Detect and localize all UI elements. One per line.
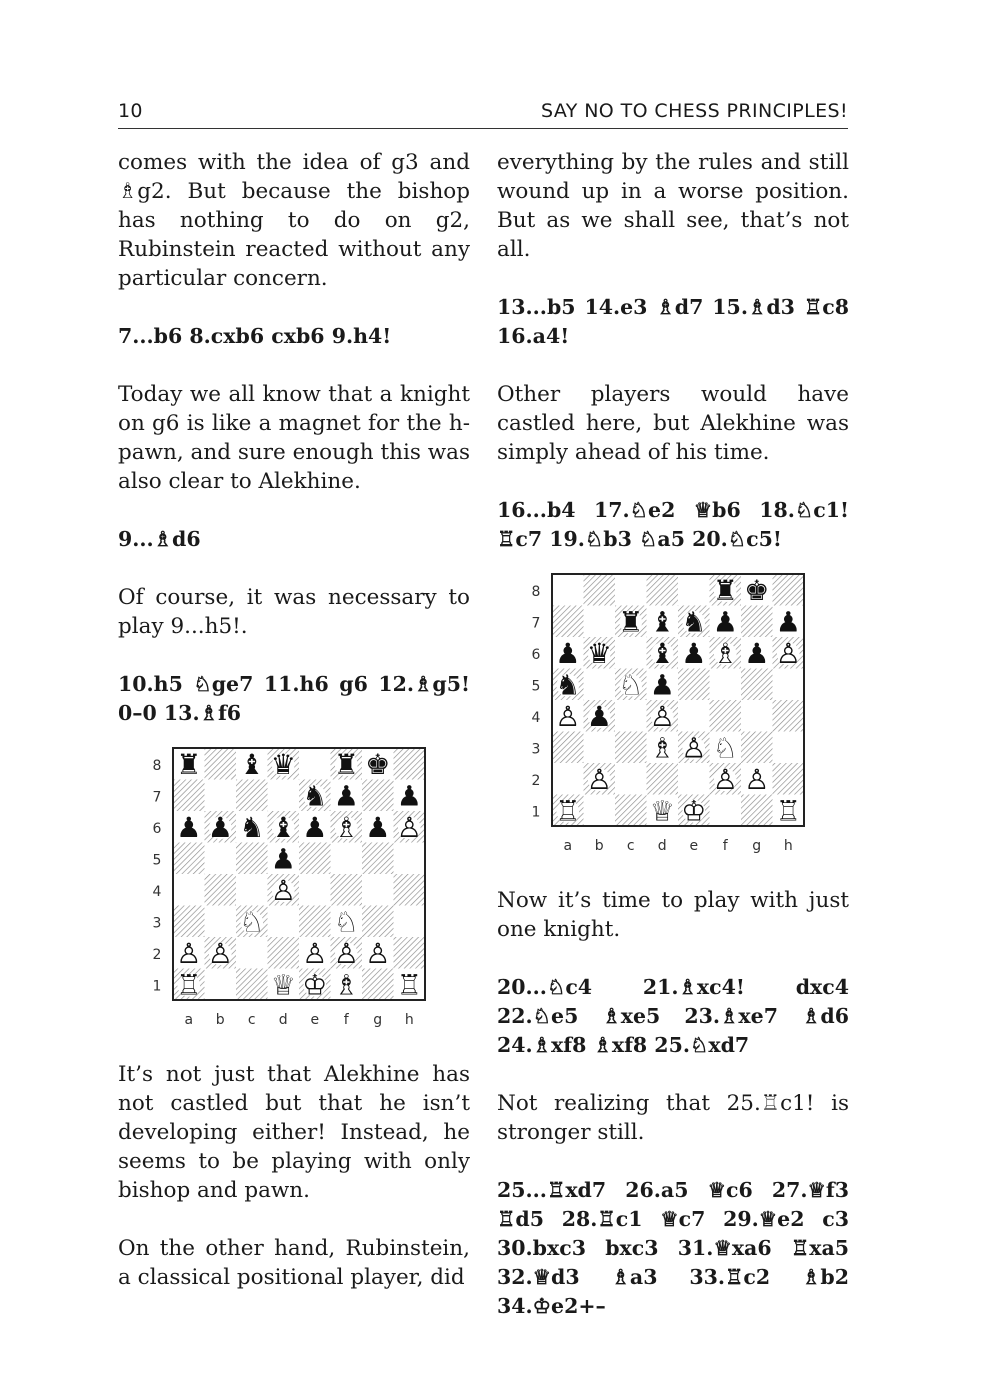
board-square <box>236 843 268 875</box>
chess-piece: ♟ <box>649 668 675 702</box>
board-square <box>205 874 237 906</box>
rank-label: 3 <box>531 741 541 758</box>
chess-piece: ♙ <box>775 636 801 670</box>
chess-piece: ♗ <box>333 968 359 1002</box>
board-square <box>647 574 679 606</box>
rank-label: 7 <box>531 615 541 632</box>
board-square <box>331 874 363 906</box>
board-square <box>205 748 237 780</box>
board-square <box>173 906 205 938</box>
chess-piece: ♟ <box>555 636 581 670</box>
chess-piece: ♟ <box>396 779 422 813</box>
chess-piece: ♙ <box>586 762 612 796</box>
chess-piece: ♙ <box>333 936 359 970</box>
board-square <box>773 574 805 606</box>
chess-piece: ♟ <box>270 842 296 876</box>
chess-diagram-1 <box>134 746 486 1044</box>
chess-piece: ♝ <box>649 605 675 639</box>
chess-piece: ♟ <box>333 779 359 813</box>
board-square <box>268 906 300 938</box>
board-square <box>173 780 205 812</box>
chess-piece: ♔ <box>681 794 707 828</box>
board-square <box>236 937 268 969</box>
move-sequence: 9...♗d6 <box>118 527 201 551</box>
chess-piece: ♙ <box>176 936 202 970</box>
file-label: c <box>247 1012 256 1028</box>
chess-piece: ♛ <box>270 747 296 781</box>
move-sequence: 13...b5 14.e3 ♗d7 15.♗d3 ♖c8 16.a4! <box>497 295 849 348</box>
board-square <box>741 700 773 732</box>
board-square <box>584 732 616 764</box>
rank-label: 2 <box>152 946 162 963</box>
chess-piece: ♘ <box>618 668 644 702</box>
header-rule <box>118 128 848 129</box>
board-square <box>584 574 616 606</box>
chess-piece: ♘ <box>239 905 265 939</box>
board-square <box>678 763 710 795</box>
file-label: g <box>373 1012 383 1028</box>
rank-label: 5 <box>152 852 162 869</box>
file-label: f <box>343 1012 349 1028</box>
board-square <box>394 748 426 780</box>
chess-piece: ♙ <box>649 699 675 733</box>
chess-piece: ♙ <box>396 810 422 844</box>
file-label: e <box>689 838 699 854</box>
chess-piece: ♙ <box>302 936 328 970</box>
chess-piece: ♖ <box>396 968 422 1002</box>
chess-piece: ♛ <box>586 636 612 670</box>
right-column <box>497 148 849 1321</box>
board-square <box>299 748 331 780</box>
board-square <box>362 843 394 875</box>
rank-label: 4 <box>531 709 541 726</box>
board-square <box>173 874 205 906</box>
board-square <box>236 874 268 906</box>
file-label: c <box>626 838 635 854</box>
board-square <box>394 843 426 875</box>
board-square <box>710 700 742 732</box>
chess-piece: ♕ <box>649 794 675 828</box>
chess-piece: ♟ <box>365 810 391 844</box>
paragraph: Not realizing that 25.♖c1! is stronger still. <box>497 1091 849 1145</box>
rank-label: 4 <box>152 883 162 900</box>
chess-piece: ♟ <box>176 810 202 844</box>
board-square <box>394 906 426 938</box>
chess-piece: ♟ <box>302 810 328 844</box>
board-square <box>173 843 205 875</box>
file-label: e <box>310 1012 320 1028</box>
paragraph: Now it’s time to play with just one knight. <box>497 888 849 942</box>
chess-piece: ♞ <box>302 779 328 813</box>
chess-piece: ♙ <box>555 699 581 733</box>
page-number: 10 <box>118 100 143 122</box>
chess-piece: ♜ <box>176 747 202 781</box>
board-square <box>394 874 426 906</box>
rank-label: 2 <box>531 772 541 789</box>
board-square <box>299 843 331 875</box>
board-square <box>299 906 331 938</box>
board-square <box>615 795 647 827</box>
file-label: h <box>783 838 793 854</box>
board-square <box>394 937 426 969</box>
chess-piece: ♙ <box>365 936 391 970</box>
board-square <box>615 637 647 669</box>
board-square <box>584 795 616 827</box>
board-square <box>362 874 394 906</box>
chess-piece: ♚ <box>365 747 391 781</box>
chess-piece: ♞ <box>239 810 265 844</box>
board-square <box>678 669 710 701</box>
file-label: a <box>184 1012 194 1028</box>
board-square <box>205 969 237 1001</box>
board-square <box>741 795 773 827</box>
rank-label: 3 <box>152 915 162 932</box>
board-square <box>331 843 363 875</box>
chess-piece: ♟ <box>712 605 738 639</box>
chess-piece: ♗ <box>712 636 738 670</box>
file-label: d <box>657 838 667 854</box>
board-square <box>205 780 237 812</box>
move-sequence: 10.h5 ♘ge7 11.h6 g6 12.♗g5! 0–0 13.♗f6 <box>118 672 470 725</box>
rank-label: 8 <box>152 757 162 774</box>
move-sequence: 20...♘c4 21.♗xc4! dxc4 22.♘e5 ♗xe5 23.♗xe7 ♗d6 24.♗xf8 ♗xf8 25.♘xd7 <box>497 975 849 1057</box>
chess-piece: ♙ <box>744 762 770 796</box>
chess-piece: ♚ <box>744 573 770 607</box>
board-square <box>741 732 773 764</box>
board-square <box>741 669 773 701</box>
file-label: g <box>752 838 762 854</box>
board-square <box>615 700 647 732</box>
board-square <box>678 700 710 732</box>
chess-piece: ♝ <box>649 636 675 670</box>
file-label: b <box>594 838 604 854</box>
file-label: a <box>563 838 573 854</box>
move-sequence: 25...♖xd7 26.a5 ♕c6 27.♕f3 ♖d5 28.♖c1 ♕c7 29.♕e2 c3 30.bxc3 bxc3 31.♕xa6 ♖xa5 32.♕d3 ♗a3 33.♖c2 ♗b2 34.♔e2+– <box>497 1178 849 1318</box>
left-column <box>118 148 470 1292</box>
chess-piece: ♜ <box>712 573 738 607</box>
chess-piece: ♙ <box>681 731 707 765</box>
board-square <box>773 732 805 764</box>
board-square <box>205 906 237 938</box>
chess-piece: ♟ <box>775 605 801 639</box>
chess-piece: ♘ <box>333 905 359 939</box>
chess-piece: ♟ <box>207 810 233 844</box>
rank-label: 1 <box>531 804 541 821</box>
rank-label: 8 <box>531 583 541 600</box>
chess-diagram-2 <box>513 572 865 870</box>
file-label: b <box>215 1012 225 1028</box>
chess-piece: ♝ <box>239 747 265 781</box>
paragraph: comes with the idea of g3 and ♗g2. But because the bishop has nothing to do on g2, Rubinstein reacted without any particular concern. <box>118 150 470 291</box>
chess-piece: ♜ <box>333 747 359 781</box>
board-square <box>268 780 300 812</box>
paragraph: Today we all know that a knight on g6 is like a magnet for the h-pawn, and sure enough this was also clear to Alekhine. <box>118 382 470 494</box>
board-square <box>552 606 584 638</box>
rank-label: 6 <box>152 820 162 837</box>
board-square <box>647 763 679 795</box>
chess-piece: ♟ <box>681 636 707 670</box>
chess-piece: ♝ <box>270 810 296 844</box>
board-square <box>236 969 268 1001</box>
board-square <box>710 795 742 827</box>
board-square <box>773 763 805 795</box>
board-square <box>268 937 300 969</box>
paragraph: It’s not just that Alekhine has not castled but that he isn’t developing either! Instead, he seems to be playing with only bishop and pawn. <box>118 1062 470 1203</box>
paragraph: Of course, it was necessary to play 9...h5!. <box>118 585 470 639</box>
board-square <box>552 574 584 606</box>
board-square <box>362 906 394 938</box>
chess-piece: ♞ <box>555 668 581 702</box>
chess-piece: ♘ <box>712 731 738 765</box>
board-square <box>678 574 710 606</box>
board-square <box>710 669 742 701</box>
move-sequence: 16...b4 17.♘e2 ♕b6 18.♘c1! ♖c7 19.♘b3 ♘a5 20.♘c5! <box>497 498 849 551</box>
chess-piece: ♜ <box>618 605 644 639</box>
running-header-title: SAY NO TO CHESS PRINCIPLES! <box>541 100 848 122</box>
chess-piece: ♞ <box>681 605 707 639</box>
file-label: f <box>722 838 728 854</box>
chess-piece: ♙ <box>207 936 233 970</box>
chess-piece: ♖ <box>176 968 202 1002</box>
move-sequence: 7...b6 8.cxb6 cxb6 9.h4! <box>118 324 392 348</box>
chess-piece: ♗ <box>649 731 675 765</box>
chess-piece: ♗ <box>333 810 359 844</box>
board-square <box>615 574 647 606</box>
board-square <box>773 700 805 732</box>
board-square <box>362 969 394 1001</box>
board-square <box>205 843 237 875</box>
rank-label: 5 <box>531 678 541 695</box>
board-square <box>741 606 773 638</box>
file-label: d <box>278 1012 288 1028</box>
rank-label: 1 <box>152 978 162 995</box>
board-square <box>362 780 394 812</box>
board-square <box>236 780 268 812</box>
chess-piece: ♙ <box>270 873 296 907</box>
board-square <box>552 732 584 764</box>
board-square <box>773 669 805 701</box>
chess-piece: ♖ <box>775 794 801 828</box>
rank-label: 7 <box>152 789 162 806</box>
paragraph: On the other hand, Rubinstein, a classical positional player, did <box>118 1236 470 1290</box>
chess-piece: ♕ <box>270 968 296 1002</box>
chess-piece: ♔ <box>302 968 328 1002</box>
chess-piece: ♟ <box>586 699 612 733</box>
chess-piece: ♖ <box>555 794 581 828</box>
rank-label: 6 <box>531 646 541 663</box>
board-square <box>552 763 584 795</box>
board-square <box>615 732 647 764</box>
chess-piece: ♙ <box>712 762 738 796</box>
paragraph: Other players would have castled here, but Alekhine was simply ahead of his time. <box>497 382 849 465</box>
file-label: h <box>404 1012 414 1028</box>
paragraph: everything by the rules and still wound up in a worse position. But as we shall see, that’s not all. <box>497 150 849 262</box>
board-square <box>615 763 647 795</box>
board-square <box>299 874 331 906</box>
chess-piece: ♟ <box>744 636 770 670</box>
board-square <box>584 606 616 638</box>
board-square <box>584 669 616 701</box>
